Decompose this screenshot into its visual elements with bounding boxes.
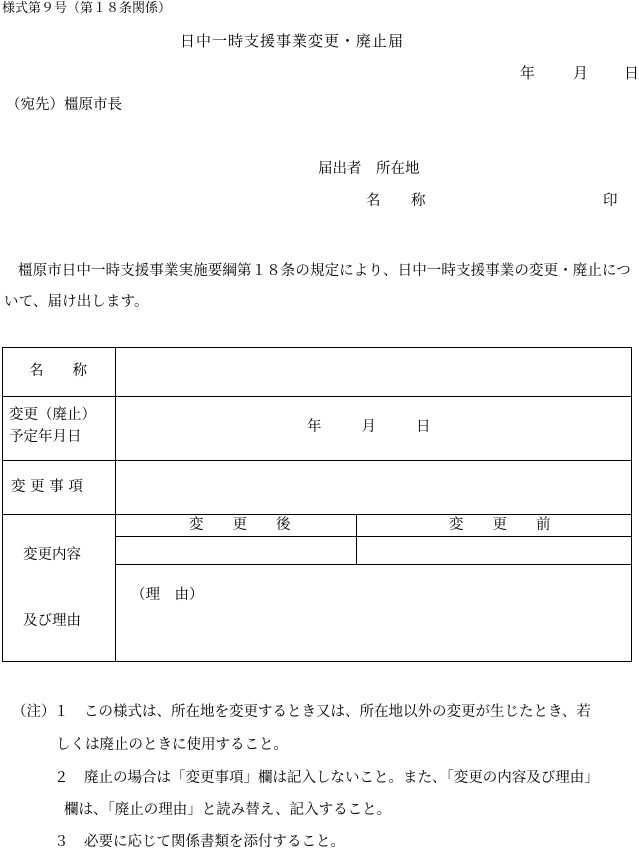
notifier-address-label: 届出者 所在地 — [318, 161, 420, 177]
date-day-label: 日 — [624, 64, 639, 82]
change-date-label-line2: 予定年月日 — [9, 429, 82, 445]
change-date-label-line1: 変更（廃止） — [9, 407, 96, 423]
document-title: 日中一時支援事業変更・廃止届 — [180, 32, 405, 50]
change-date-month: 月 — [361, 419, 376, 435]
change-form-table — [2, 347, 632, 662]
submission-date — [520, 66, 639, 81]
column-before-header: 変 更 前 — [449, 517, 551, 533]
note-2-line2: 欄は、「廃止の理由」と読み替え、記入すること。 — [64, 802, 392, 818]
date-month-label: 月 — [573, 64, 589, 82]
change-date-year: 年 — [307, 419, 322, 435]
notifier-name-label: 名 称 — [366, 193, 434, 209]
change-items-field[interactable] — [116, 461, 631, 514]
notes-prefix: （注） — [12, 704, 56, 720]
note-2-line1: 廃止の場合は「変更事項」欄は記入しないこと。また、「変更の内容及び理由」 — [84, 770, 599, 786]
name-row-label: 名 称 — [29, 363, 87, 379]
change-items-label: 変 更 事 項 — [11, 479, 83, 495]
note-1-line1: この様式は、所在地を変更するとき又は、所在地以外の変更が生じたとき、若 — [84, 704, 591, 720]
note-2-number: ２ — [54, 770, 69, 786]
content-label-line2: 及び理由 — [23, 613, 81, 629]
before-value-field[interactable] — [357, 537, 631, 564]
reason-label: （理 由） — [131, 587, 204, 603]
note-3-number: ３ — [54, 834, 69, 850]
note-3-line1: 必要に応じて関係書類を添付すること。 — [84, 834, 345, 850]
date-year-label: 年 — [520, 64, 536, 82]
note-1-number: １ — [54, 704, 69, 720]
name-field[interactable] — [116, 348, 631, 396]
change-date-day: 日 — [416, 419, 431, 435]
change-date-field[interactable] — [307, 420, 431, 435]
addressee: （宛先）橿原市長 — [6, 97, 122, 113]
content-label-line1: 変更内容 — [23, 547, 81, 563]
form-number: 様式第９号（第１８条関係） — [2, 1, 172, 16]
note-1-line2: しくは廃止のときに使用すること。 — [56, 737, 288, 753]
body-paragraph: 橿原市日中一時支援事業実施要綱第１８条の規定により、日中一時支援事業の変更・廃止について、届け出します。 — [4, 263, 631, 310]
seal-mark: 印 — [603, 193, 618, 209]
after-value-field[interactable] — [116, 537, 356, 564]
reason-field[interactable] — [116, 565, 631, 661]
column-after-header: 変 更 後 — [189, 517, 291, 533]
